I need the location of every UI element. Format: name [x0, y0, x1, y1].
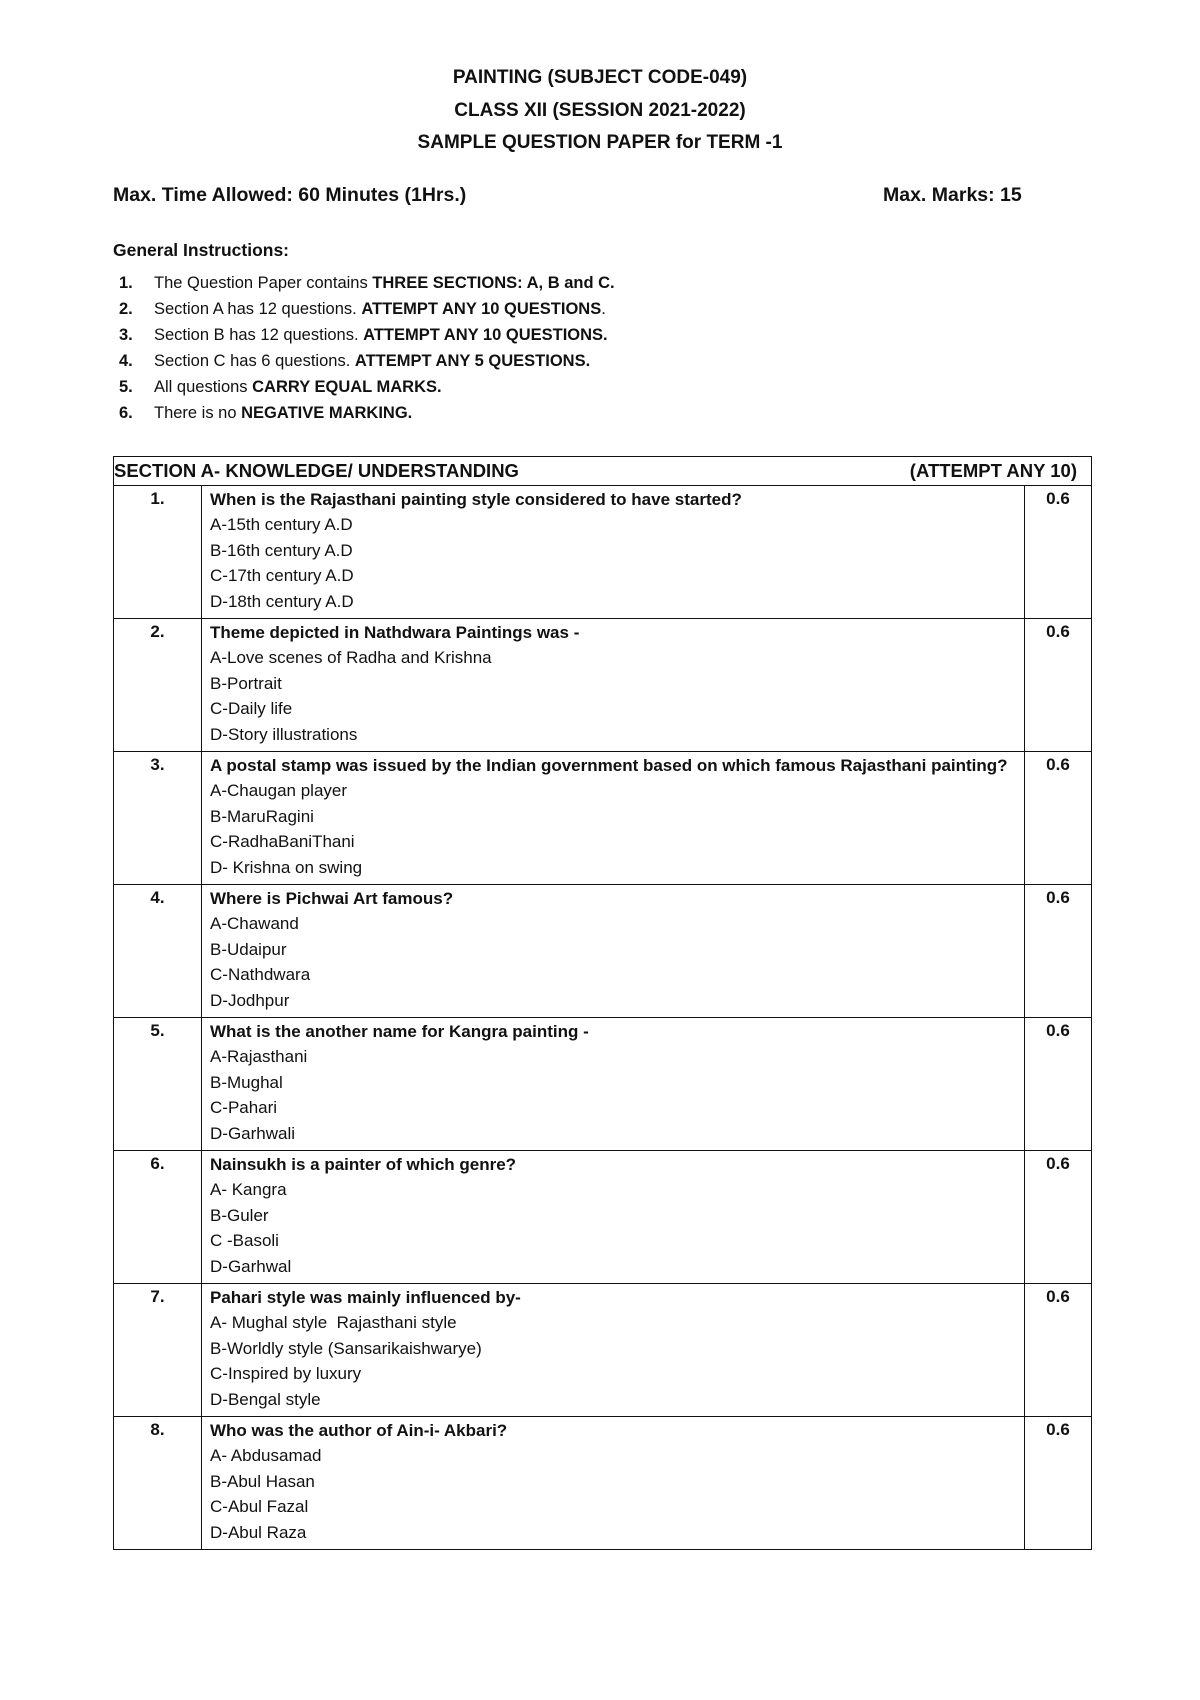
- instruction-item: [119, 270, 615, 296]
- answer-option: C-Inspired by luxury: [210, 1364, 362, 1383]
- question-cell: [202, 1018, 1025, 1151]
- answer-option: B-Abul Hasan: [210, 1471, 315, 1491]
- instruction-text: Section B has 12 questions.: [154, 326, 364, 344]
- instruction-text: There is no: [154, 404, 242, 422]
- answer-option: C-RadhaBaniThani: [210, 832, 355, 851]
- instruction-emphasis: THREE SECTIONS: A, B and C.: [372, 274, 615, 292]
- subject-title: PAINTING (SUBJECT CODE-049): [452, 67, 748, 88]
- answer-option: D-Jodhpur: [210, 990, 290, 1010]
- instruction-tail: .: [601, 300, 606, 318]
- instruction-number: 4.: [119, 352, 133, 370]
- instruction-item: [119, 400, 615, 426]
- question-number: 3.: [114, 752, 202, 885]
- question-text: Theme depicted in Nathdwara Paintings was -: [210, 623, 580, 642]
- answer-option: B-Worldly style (Sansarikaishwarye): [210, 1338, 482, 1358]
- question-number: 4.: [114, 885, 202, 1018]
- instruction-item: [119, 296, 615, 322]
- answer-option: C-17th century A.D: [210, 566, 354, 585]
- question-row: [114, 1284, 1092, 1417]
- answer-option: B-Udaipur: [210, 939, 287, 959]
- answer-option: D-Garhwali: [210, 1123, 296, 1143]
- answer-option: D-Garhwal: [210, 1256, 292, 1276]
- question-row: [114, 486, 1092, 619]
- answer-option: D-18th century A.D: [210, 591, 354, 611]
- answer-option: C-Abul Fazal: [210, 1497, 309, 1516]
- paper-header: [0, 62, 1200, 160]
- answer-option: B-Guler: [210, 1205, 269, 1225]
- question-number: 2.: [114, 619, 202, 752]
- max-time: Max. Time Allowed: 60 Minutes (1Hrs.): [113, 184, 467, 206]
- question-marks: 0.6: [1025, 1417, 1092, 1550]
- instruction-number: 1.: [119, 274, 133, 292]
- question-row: [114, 619, 1092, 752]
- question-marks: 0.6: [1025, 1284, 1092, 1417]
- question-cell: [202, 486, 1025, 619]
- answer-option: A-15th century A.D: [210, 515, 353, 534]
- question-marks: 0.6: [1025, 752, 1092, 885]
- answer-option: B-MaruRagini: [210, 806, 314, 826]
- answer-option: C-Pahari: [210, 1098, 278, 1117]
- question-marks: 0.6: [1025, 1151, 1092, 1284]
- instruction-number: 2.: [119, 300, 133, 318]
- answer-option: A-Rajasthani: [210, 1047, 308, 1066]
- instruction-item: [119, 348, 615, 374]
- answer-option: A-Love scenes of Radha and Krishna: [210, 648, 492, 667]
- section-a-table: [113, 456, 1092, 1550]
- question-cell: [202, 619, 1025, 752]
- answer-option: D-Story illustrations: [210, 724, 358, 744]
- answer-option: A-Chaugan player: [210, 781, 348, 800]
- answer-option: B-Mughal: [210, 1072, 283, 1092]
- instruction-text: All questions: [154, 378, 253, 396]
- answer-option: B-Portrait: [210, 673, 282, 693]
- instructions-list: [119, 270, 615, 426]
- question-cell: [202, 1151, 1025, 1284]
- question-row: [114, 752, 1092, 885]
- instruction-number: 5.: [119, 378, 133, 396]
- question-text: When is the Rajasthani painting style considered to have started?: [210, 490, 742, 509]
- question-number: 8.: [114, 1417, 202, 1550]
- question-text: A postal stamp was issued by the Indian government based on which famous Rajasthani painting?: [210, 756, 1008, 775]
- paper-title: SAMPLE QUESTION PAPER for TERM -1: [417, 132, 783, 153]
- instruction-item: [119, 374, 615, 400]
- answer-option: C -Basoli: [210, 1231, 279, 1250]
- question-text: Where is Pichwai Art famous?: [210, 889, 454, 908]
- question-text: What is the another name for Kangra painting -: [210, 1022, 589, 1041]
- section-header-row: [114, 457, 1092, 486]
- instruction-text: The Question Paper contains: [154, 274, 373, 292]
- instruction-emphasis: ATTEMPT ANY 10 QUESTIONS.: [363, 326, 608, 344]
- instruction-emphasis: ATTEMPT ANY 10 QUESTIONS: [361, 300, 602, 318]
- section-attempt: (ATTEMPT ANY 10): [909, 460, 1077, 481]
- question-cell: [202, 1284, 1025, 1417]
- instruction-number: 6.: [119, 404, 133, 422]
- question-text: Pahari style was mainly influenced by-: [210, 1288, 521, 1307]
- answer-option: B-16th century A.D: [210, 540, 353, 560]
- question-number: 7.: [114, 1284, 202, 1417]
- question-row: [114, 1417, 1092, 1550]
- instruction-emphasis: ATTEMPT ANY 5 QUESTIONS.: [354, 352, 591, 370]
- max-marks: Max. Marks: 15: [883, 184, 1022, 206]
- question-text: Nainsukh is a painter of which genre?: [210, 1155, 517, 1174]
- answer-option: A- Mughal style Rajasthani style: [210, 1313, 457, 1332]
- answer-option: A- Abdusamad: [210, 1446, 322, 1465]
- instructions-title: General Instructions:: [113, 240, 290, 260]
- answer-option: C-Daily life: [210, 699, 293, 718]
- question-number: 5.: [114, 1018, 202, 1151]
- class-session: CLASS XII (SESSION 2021-2022): [454, 99, 746, 121]
- question-text: Who was the author of Ain-i- Akbari?: [210, 1421, 508, 1440]
- question-cell: [202, 885, 1025, 1018]
- answer-option: A- Kangra: [210, 1180, 287, 1199]
- question-row: [114, 1018, 1092, 1151]
- question-marks: 0.6: [1025, 486, 1092, 619]
- question-number: 1.: [114, 486, 202, 619]
- instruction-number: 3.: [119, 326, 133, 344]
- question-number: 6.: [114, 1151, 202, 1284]
- question-row: [114, 1151, 1092, 1284]
- instruction-item: [119, 322, 615, 348]
- answer-option: D-Bengal style: [210, 1389, 321, 1409]
- instruction-emphasis: NEGATIVE MARKING.: [241, 404, 413, 422]
- question-marks: 0.6: [1025, 1018, 1092, 1151]
- answer-option: D-Abul Raza: [210, 1522, 307, 1542]
- instruction-text: Section A has 12 questions.: [154, 300, 362, 318]
- instruction-emphasis: CARRY EQUAL MARKS.: [252, 378, 442, 396]
- section-title: SECTION A- KNOWLEDGE/ UNDERSTANDING: [114, 460, 519, 481]
- instruction-text: Section C has 6 questions.: [154, 352, 355, 370]
- answer-option: D- Krishna on swing: [210, 857, 363, 877]
- question-cell: [202, 752, 1025, 885]
- question-marks: 0.6: [1025, 885, 1092, 1018]
- answer-option: C-Nathdwara: [210, 965, 311, 984]
- question-cell: [202, 1417, 1025, 1550]
- question-marks: 0.6: [1025, 619, 1092, 752]
- answer-option: A-Chawand: [210, 914, 299, 933]
- question-row: [114, 885, 1092, 1018]
